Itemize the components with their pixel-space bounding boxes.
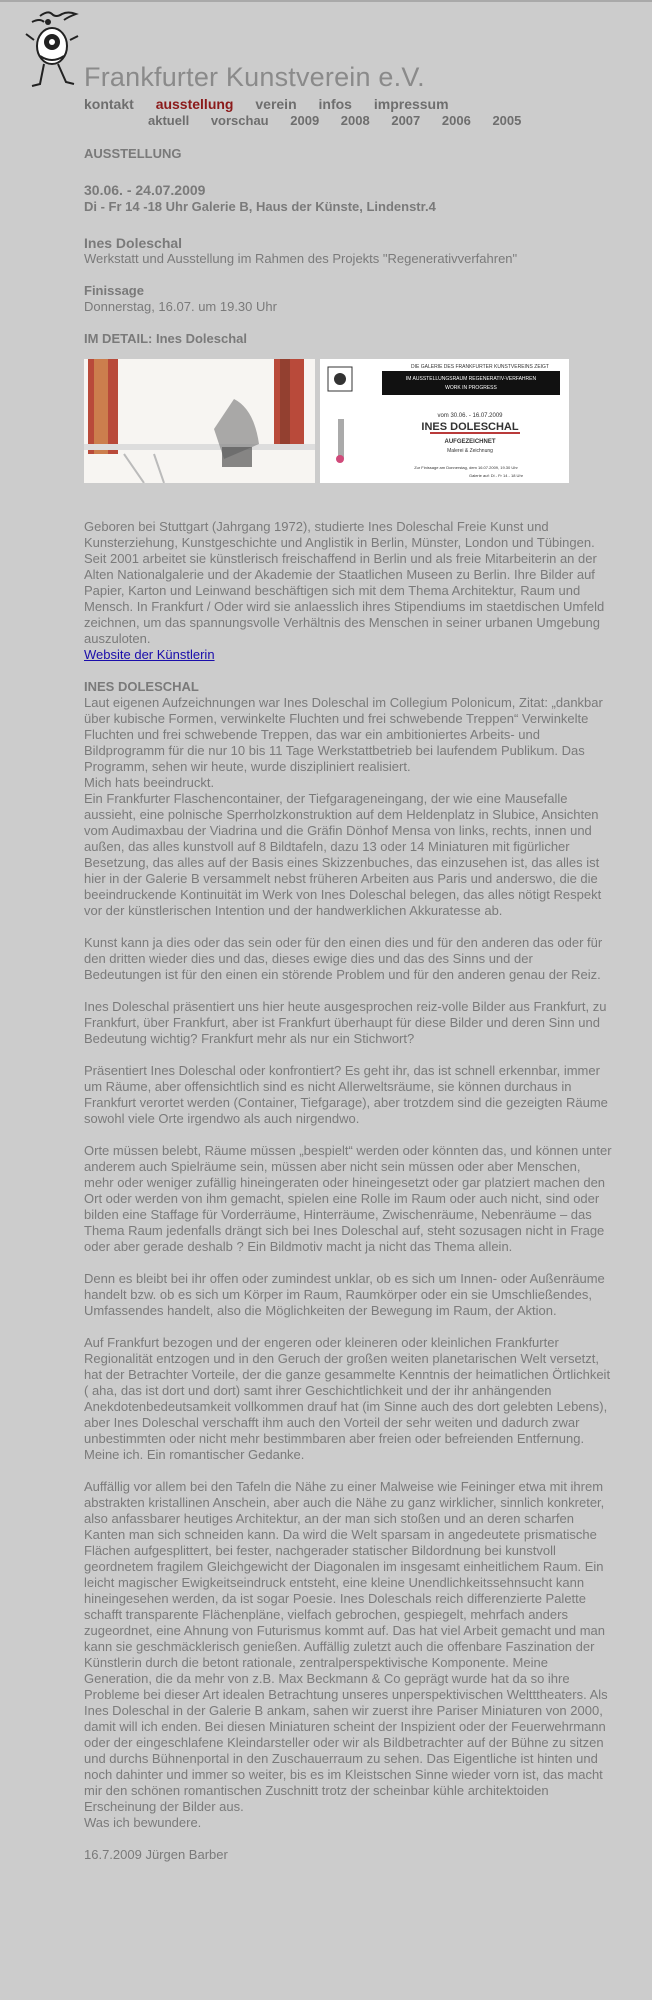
artist-bio: Geboren bei Stuttgart (Jahrgang 1972), studierte Ines Doleschal Freie Kunst und Kunsterziehung, Kunstgeschichte und Anglistik in Berlin, Münster, London und Tübingen. Seit 2001 arbeitet sie künstlerisch freischaffend in Berlin und als freie Mitarbeiterin an der Alten Nationalgalerie und der Akademie der Staatlichen Museen zu Berlin. Ihre Bilder auf Papier, Karton und Leinwand beschäftigen sich mit dem Thema Architektur, Raum und Mensch. In Frankfurt / Oder wird sie anlaesslich ihres Stipendiums im staetdischen Umfeld zeichnen, um das spannungsvolle Verhältnis des Menschen in seiner urbanen Umgebung auszuloten.: [84, 519, 605, 646]
subnav-2005[interactable]: 2005: [492, 113, 522, 128]
site-title[interactable]: Frankfurter Kunstverein e.V.: [84, 62, 425, 92]
section-title: AUSSTELLUNG: [84, 146, 182, 161]
fish-creature-logo-icon: [18, 8, 88, 93]
essay-paragraph-8: Auffällig vor allem bei den Tafeln die Nähe zu einer Malweise wie Feininger etwa mit ihrem abstrakten kristallinen Anschein, aber auch die Nähe zu ganz wirklicher, sinnlich konkreter, also anfassbarer heutiges Architektur, an der man sich stoßen und an deren scharfen Kanten man sich schneiden kann. Da wird die Welt sparsam in angedeutete prismatische Flächen aufgesplittert, bei fester, nachgerader statischer Bildordnung bei kunstvoll geordnetem fragilem Gleichgewicht der Diagonalen im insgesamt einheitlichem Raum. Ein leicht magischer Ewigkeitseindruck entsteht, eine kleine Unendlichkeitssehnsucht kann hineingesehen werden, da ist sogar Poesie. Ines Doleschals reich differenzierte Palette schafft transparente Flächenpläne, vielfach gebrochen, gespiegelt, mehrfach anders zugeordnet, eine Ahnung von Futurismus kommt auf. Das hat viel Arbeit gemacht und man kann sie geschmäcklerisch genießen. Auffällig zuletzt auch die offenbare Faszination der Künstlerin durch die betont rationale, zentralperspektivische Komponente. Meine Generation, die da mehr von z.B. Max Beckmann & Co geprägt wurde hat da so ihre Probleme bei dieser Art idealen Betrachtung unseres unperspektivischen Weltttheaters. Als Ines Doleschal in der Galerie B ankam, sahen wir zuerst ihre Pariser Miniaturen von 2000, damit will ich enden. Bei diesen Miniaturen scheint der Inspizient oder der Feuerwehrmann oder der eingeschlafene Kleindarsteller oder wir als Bildbetrachter auf der Bühne zu sitzen und durchs Bühnenportal in den Zuschauerraum zu sehen. Das Eigentliche ist hinten und noch dahinter und immer so weiter, bis es im Kleistschen Sinne wieder vorn ist, das macht mir den schönen romantischen Zuschnitt trotz der scheinbar kühle architektoiden Erscheinung der Bilder aus.: [84, 1479, 608, 1814]
nav-infos[interactable]: infos: [318, 96, 352, 112]
essay-closing: Was ich bewundere.: [84, 1815, 202, 1830]
artist-name: Ines Doleschal: [84, 235, 183, 251]
essay-heading: INES DOLESCHAL: [84, 679, 199, 694]
top-border: [0, 0, 652, 2]
site-logo[interactable]: [18, 8, 88, 93]
essay-paragraph-7: Auf Frankfurt bezogen und der engeren oder kleineren oder kleinlichen Frankfurter Regionalität entzogen und in den Geruch der großen weiten planetarischen Welt versetzt, hat der Betrachter Vorteile, der die ganze gesammelte Kenntnis der heimatlichen Örtlichkeit ( aha, das ist dort und dort) samt ihrer Geschichtlichkeit und der ihr anhängenden Anekdotenbedeutsamkeit vollkommen drauf hat (im Sinne auch des dort gelebten Lebens), aber Ines Doleschal verschafft ihm auch den Vorteil der sehr weiten und dadurch zwar unbestimmten oder nicht mehr bestimmbaren aber freien oder befreienden Entfernung. Meine ich. Ein romantischer Gedanke.: [84, 1335, 611, 1462]
essay-signature: 16.7.2009 Jürgen Barber: [84, 1847, 228, 1862]
nav-impressum[interactable]: impressum: [373, 96, 449, 112]
poster-hours: Galerie auf: Di - Fr 14 - 18 Uhr: [468, 473, 524, 478]
poster-artist-name: INES DOLESCHAL: [421, 421, 519, 433]
exhibition-poster-graphic: [320, 359, 569, 483]
subnav-2008[interactable]: 2008: [340, 113, 370, 128]
poster-subtitle: AUFGEZEICHNET: [444, 439, 496, 445]
essay-intro: Laut eigenen Aufzeichnungen war Ines Doleschal im Collegium Polonicum, Zitat: „dankbar über kubische Formen, verwinkelte Fluchten und frei schwebende Treppen“ Verwinkelte Fluchten und frei schwebende Treppen, das war ein ambitioniertes Arbeits- und Bildprogramm für die nur 10 bis 11 Tage Werkstattbetrieb bei laufendem Publikum. Das Programm, sehen wir heute, wurde diszipliniert realisiert.: [84, 695, 603, 774]
poster-header3: WORK IN PROGRESS: [445, 385, 497, 391]
subnav-2009[interactable]: 2009: [290, 113, 320, 128]
subnav-2007[interactable]: 2007: [391, 113, 421, 128]
essay-paragraph-5: Orte müssen belebt, Räume müssen „bespielt“ werden oder könnten das, und können unter anderem auch Spielräume sein, müssen aber nicht sein müssen oder aber Menschen, mehr oder weniger zufällig hineingeraten oder hineingesetzt oder gar platziert machen den Ort oder werden von ihm gemacht, spielen eine Rolle im Raum oder auch nicht, sind oder bilden eine Staffage für Vorderräume, Hinterräume, Zwischenräume, Nebenräume – das Thema Raum jedenfalls drängt sich bei Ines Doleschal auf, steht sozusagen nicht in Frage oder aber gerade deshalb ? Ein Bildmotiv macht ja nicht das Thema allein.: [84, 1143, 612, 1254]
essay-line: Mich hats beeindruckt.: [84, 775, 215, 790]
primary-nav: [84, 96, 467, 112]
artwork-painting-icon: [84, 359, 315, 483]
exhibition-subtitle: Werkstatt und Ausstellung im Rahmen des Projekts "Regenerativverfahren": [84, 251, 518, 266]
essay-paragraph-2: Kunst kann ja dies oder das sein oder für den einen dies und für den anderen das oder für den dritten wieder dies und das, dieses ewige dies und das des Sinns und der Bedeutungen ist für den einen ein störende Problem und für den anderen genau der Reiz.: [84, 935, 603, 982]
essay-paragraph-6: Denn es bleibt bei ihr offen oder zumindest unklar, ob es sich um Innen- oder Außenräume handelt bzw. ob es sich um Körper im Raum, Raumkörper oder ein sie Umschließendes, Umfassendes handelt, also die Möglichkeiten der Bewegung im Raum, der Aktion.: [84, 1271, 605, 1318]
secondary-nav: [148, 113, 539, 128]
poster-date: vom 30.06. - 16.07.2009: [437, 413, 503, 419]
essay-paragraph-1: Ein Frankfurter Flaschencontainer, der Tiefgarageneingang, der wie eine Mausefalle aussieht, eine polnische Sperrholzkonstruktion auf dem Heldenplatz in Slubice, Ansichten vom Audimaxbau der Viadrina und die Gräfin Dönhof Mensa von links, rechts, innen und außen, das alles kunstvoll auf 8 Bildtafeln, dazu 13 oder 14 Miniaturen mit figürlicher Besetzung, das alles auf der Basis eines Skizzenbuches, das einzusehen ist, das alles ist hier in der Galerie B versammelt nebst früheren Arbeiten aus Paris und anderswo, die die beeindruckende Kontinuität im Werk von Ines Doleschal belegen, das alles nötigt Respekt vor der künstlerischen Intention und der handwerklichen Akkuratesse ab.: [84, 791, 602, 918]
subnav-vorschau[interactable]: vorschau: [210, 113, 269, 128]
artist-website-link[interactable]: Website der Künstlerin: [84, 647, 215, 662]
exhibition-poster[interactable]: [320, 359, 569, 483]
subnav-aktuell[interactable]: aktuell: [148, 113, 190, 128]
poster-header1: DIE GALERIE DES FRANKFURTER KUNSTVEREINS ZEIGT: [411, 364, 549, 370]
exhibition-dates: 30.06. - 24.07.2009: [84, 182, 206, 198]
exhibition-venue: Di - Fr 14 -18 Uhr Galerie B, Haus der Künste, Lindenstr.4: [84, 199, 436, 214]
nav-verein[interactable]: verein: [255, 96, 297, 112]
nav-kontakt[interactable]: kontakt: [84, 96, 134, 112]
essay-paragraph-3: Ines Doleschal präsentiert uns hier heute ausgesprochen reiz-volle Bilder aus Frankfurt, zu Frankfurt, über Frankfurt, aber ist Frankfurt überhaupt für diese Bilder und deren Sinn und Bedeutung wichtig? Frankfurt mehr als nur ein Stichwort?: [84, 999, 607, 1046]
poster-medium: Malerei & Zeichnung: [447, 448, 493, 454]
subnav-2006[interactable]: 2006: [441, 113, 471, 128]
poster-header2: IM AUSSTELLUNGSRAUM REGENERATIV-VERFAHREN: [405, 376, 537, 382]
detail-heading: IM DETAIL: Ines Doleschal: [84, 331, 248, 346]
main-content: [84, 146, 612, 1863]
image-row: [84, 359, 612, 483]
artwork-image[interactable]: [84, 359, 315, 483]
finissage-date: Donnerstag, 16.07. um 19.30 Uhr: [84, 299, 277, 314]
finissage-label: Finissage: [84, 283, 144, 298]
essay-paragraph-4: Präsentiert Ines Doleschal oder konfrontiert? Es geht ihr, das ist schnell erkennbar, immer um Räume, aber offensichtlich sind es nicht Allerweltsräume, sie können durchaus in Frankfurt verortet werden (Container, Tiefgarage), aber trotzdem sind die gezeigten Räume sowohl viele Orte irgendwo als auch nirgendwo.: [84, 1063, 608, 1126]
nav-ausstellung[interactable]: ausstellung: [155, 96, 234, 112]
poster-finissage: Zur Finissage am Donnerstag, dem 16.07.2009, 19.30 Uhr: [414, 465, 518, 470]
